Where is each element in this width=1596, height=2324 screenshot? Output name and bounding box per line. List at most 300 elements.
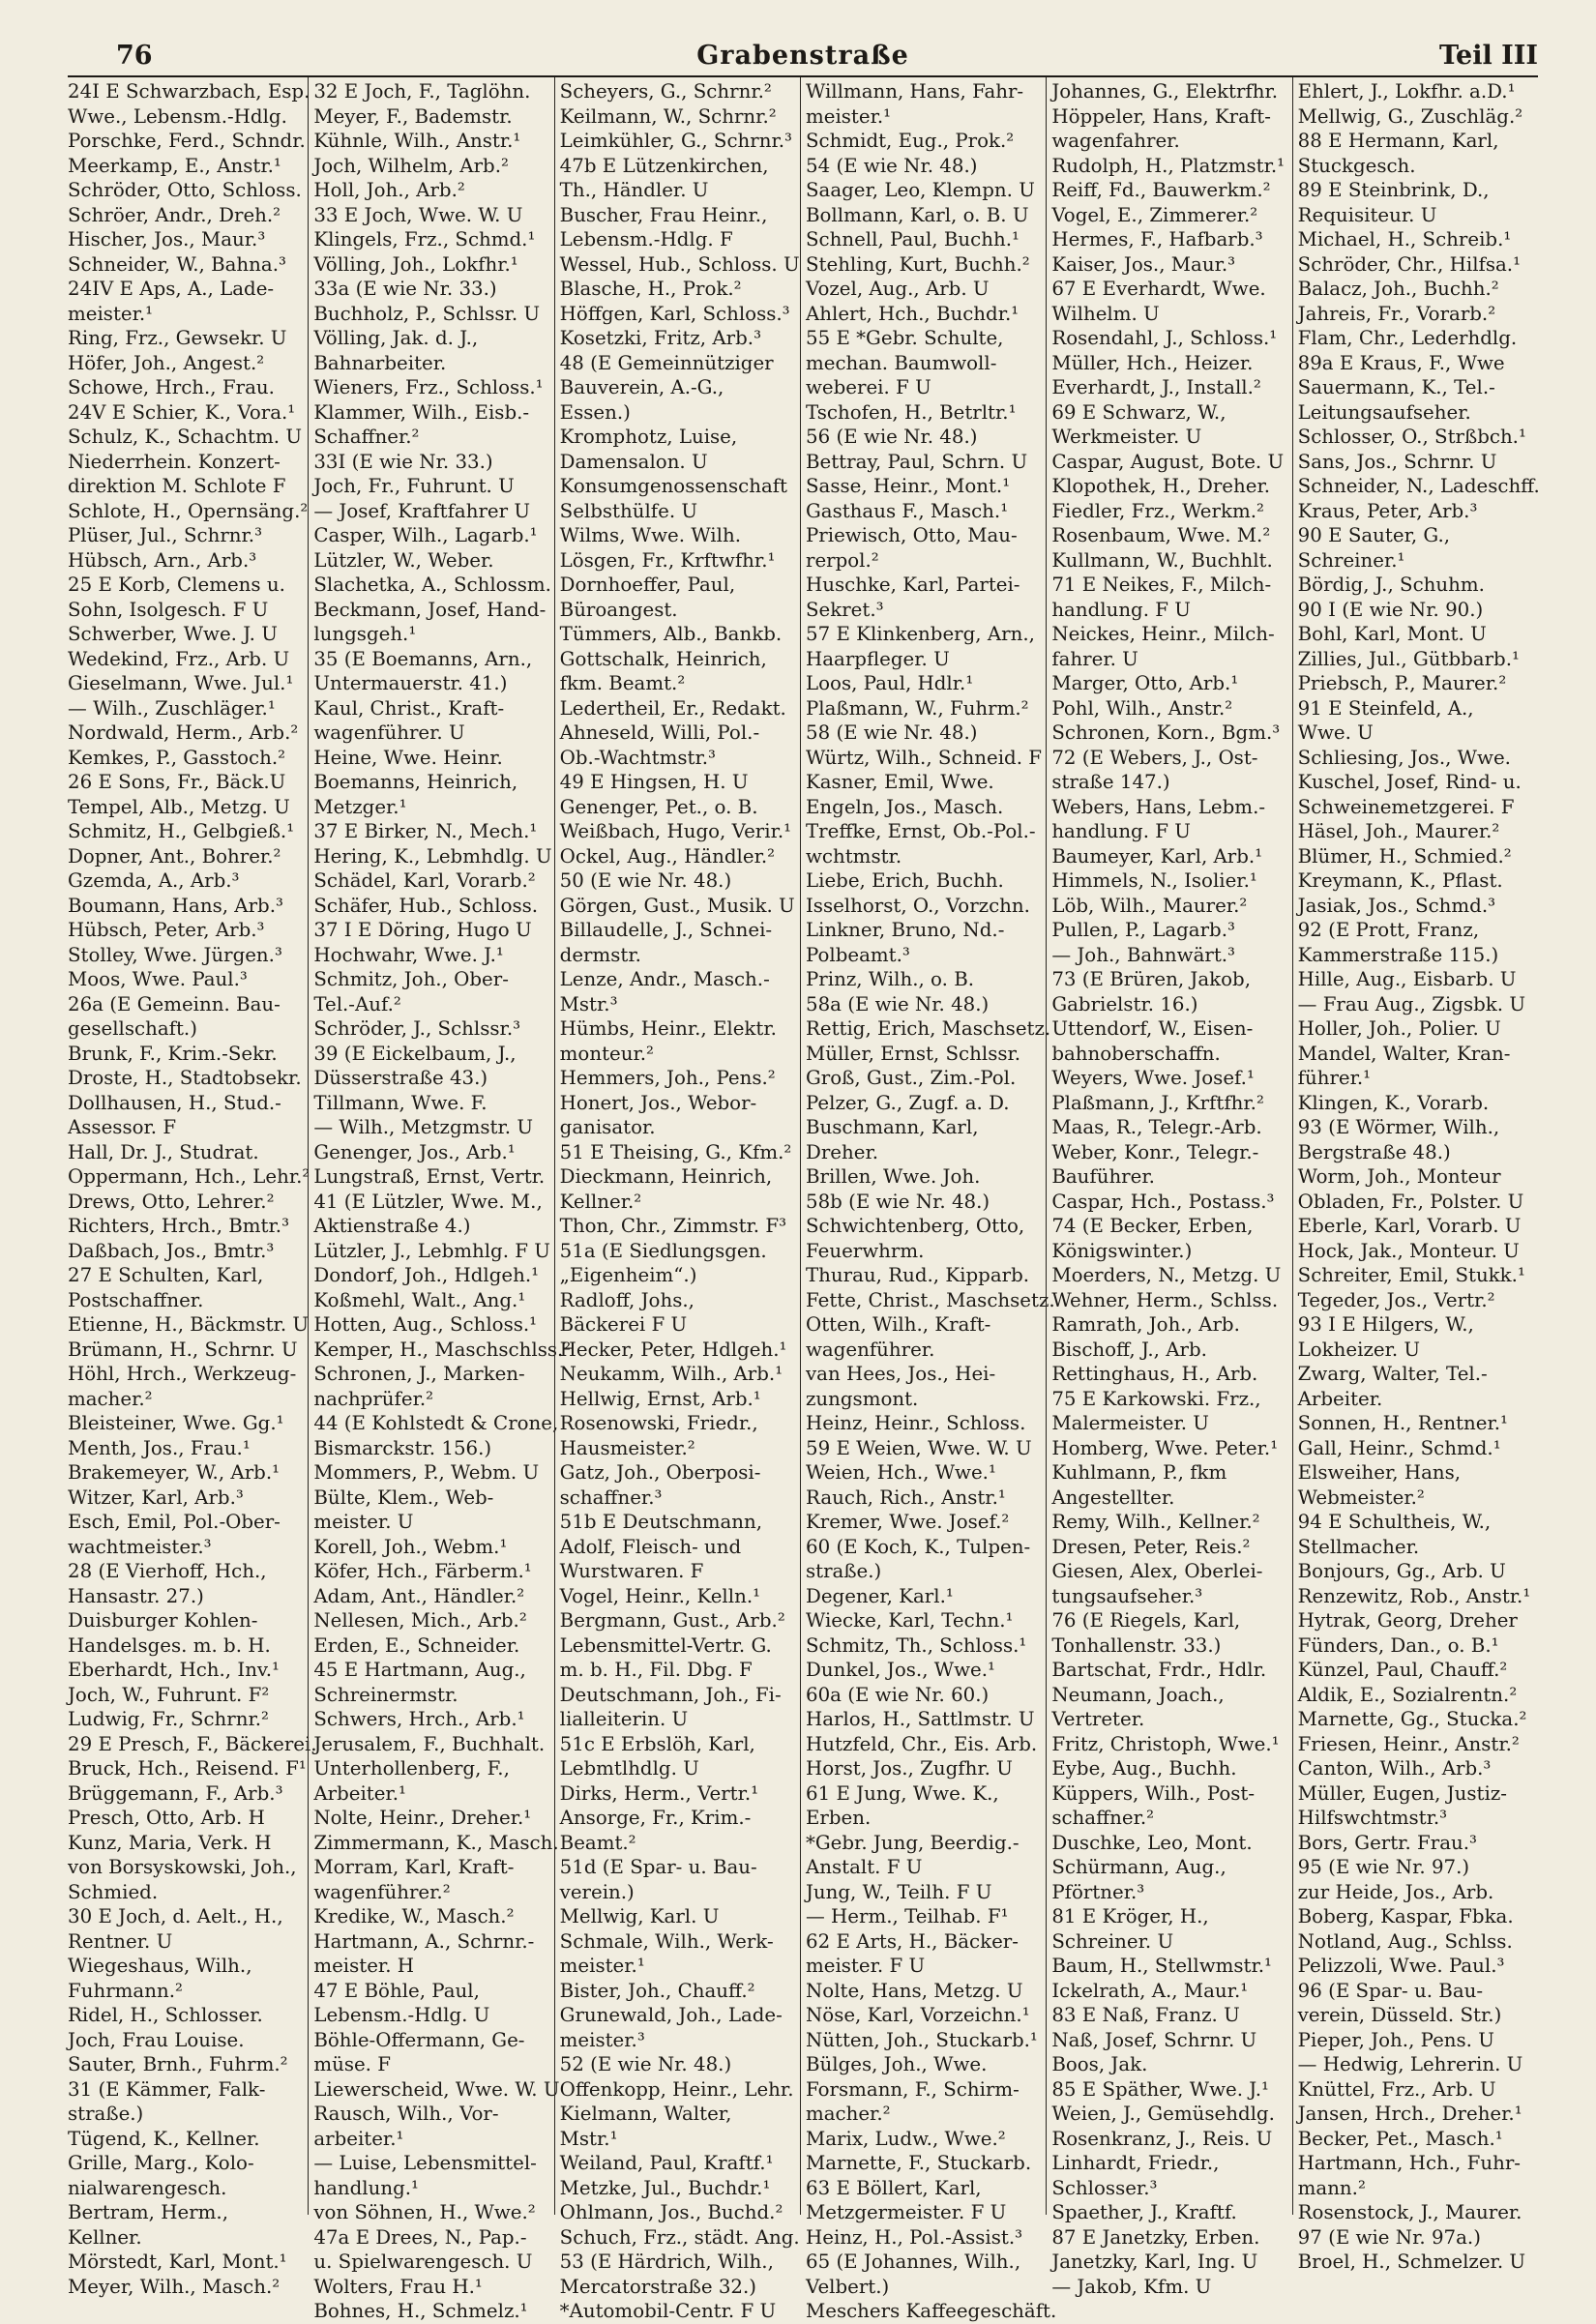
entry-line: Buschmann, Karl, bbox=[805, 1116, 979, 1138]
entry-line: Kremer, Wwe. Josef.² bbox=[805, 1511, 1010, 1533]
entry-line: Treffke, Ernst, Ob.-Pol.- bbox=[805, 820, 1036, 842]
entry-line: Johannes, G., Elektrfhr. bbox=[1051, 80, 1279, 103]
entry-line: Hytrak, Georg, Dreher bbox=[1297, 1609, 1518, 1632]
entry-line: Himmels, N., Isolier.¹ bbox=[1051, 869, 1257, 892]
entry-line: Wessel, Hub., Schloss. U bbox=[559, 252, 800, 276]
entry-line: straße.) bbox=[805, 1560, 882, 1582]
entry-line: Essen.) bbox=[559, 400, 631, 424]
entry-line: 33I (E wie Nr. 33.) bbox=[313, 450, 493, 473]
entry-line: 51d (E Spar- u. Bau- bbox=[559, 1856, 757, 1878]
entry-line: Elsweiher, Hans, bbox=[1297, 1461, 1462, 1484]
entry-line: Priewisch, Otto, Mau- bbox=[805, 524, 1018, 546]
entry-line: — Hedwig, Lehrerin. U bbox=[1297, 2053, 1523, 2075]
entry-line: Kaul, Christ., Kraft- bbox=[313, 696, 505, 720]
entry-line: Hock, Jak., Monteur. U bbox=[1297, 1239, 1520, 1262]
entry-line: Hübsch, Arn., Arb.³ bbox=[68, 548, 257, 572]
entry-line: Hischer, Jos., Maur.³ bbox=[68, 228, 266, 250]
entry-line: Joch, Wilhelm, Arb.² bbox=[313, 154, 509, 177]
entry-line: 49 E Hingsen, H. U bbox=[559, 771, 749, 793]
entry-line: Fette, Christ., Maschsetz. bbox=[805, 1288, 1055, 1311]
entry-line: Ramrath, Joh., Arb. bbox=[1051, 1313, 1240, 1336]
entry-line: Maas, R., Telegr.-Arb. bbox=[1051, 1116, 1262, 1138]
entry-line: Handelsges. m. b. H. bbox=[68, 1633, 271, 1657]
entry-line: Ridel, H., Schlosser. bbox=[68, 2004, 263, 2026]
entry-line: Höhl, Hrch., Werkzeug- bbox=[68, 1363, 297, 1385]
entry-line: Hellwig, Ernst, Arb.¹ bbox=[559, 1387, 761, 1410]
entry-line: Schädel, Karl, Vorarb.² bbox=[313, 869, 536, 892]
entry-line: 47 E Böhle, Paul, bbox=[313, 1979, 480, 2002]
entry-line: 51c E Erbslöh, Karl, bbox=[559, 1732, 755, 1755]
entry-line: Schuch, Frz., städt. Ang. bbox=[559, 2225, 800, 2249]
entry-line: Ob.-Wachtmstr.³ bbox=[559, 746, 716, 769]
entry-line: 26a (E Gemeinn. Bau- bbox=[68, 992, 281, 1015]
entry-line: Lebmtlhdlg. U bbox=[559, 1757, 699, 1780]
entry-line: wagenführer.² bbox=[313, 1880, 451, 1903]
column-2 bbox=[308, 77, 572, 2322]
entry-line: Sauermann, K., Tel.- bbox=[1297, 376, 1495, 398]
entry-line: Menth, Jos., Frau.¹ bbox=[68, 1436, 251, 1459]
entry-line: Morram, Karl, Kraft- bbox=[313, 1856, 515, 1878]
entry-line: 28 (E Vierhoff, Hch., bbox=[68, 1560, 267, 1582]
entry-line: Spaether, J., Kraftf. bbox=[1051, 2201, 1237, 2223]
entry-line: Metzger.¹ bbox=[313, 795, 407, 818]
entry-line: Bördig, J., Schuhm. bbox=[1297, 574, 1485, 596]
entry-line: Weyers, Wwe. Josef.¹ bbox=[1051, 1067, 1255, 1089]
entry-line: Höfer, Joh., Angest.² bbox=[68, 351, 265, 374]
entry-line: Boos, Jak. bbox=[1051, 2053, 1148, 2075]
entry-line: Bruck, Hch., Reisend. F¹ bbox=[68, 1757, 307, 1780]
entry-line: meister.¹ bbox=[68, 302, 154, 325]
entry-line: Sonnen, H., Rentner.¹ bbox=[1297, 1412, 1508, 1434]
entry-line: Brüggemann, F., Arb.³ bbox=[68, 1781, 283, 1805]
entry-line: Bohl, Karl, Mont. U bbox=[1297, 623, 1487, 645]
entry-line: tungsaufseher.³ bbox=[1051, 1584, 1203, 1607]
entry-line: Jahreis, Fr., Vorarb.² bbox=[1297, 302, 1496, 325]
entry-line: Untermauerstr. 41.) bbox=[313, 672, 508, 694]
entry-line: 50 (E wie Nr. 48.) bbox=[559, 869, 732, 892]
entry-line: Richters, Hrch., Bmtr.³ bbox=[68, 1215, 290, 1237]
entry-line: *Gebr. Jung, Beerdig.- bbox=[805, 1831, 1020, 1854]
entry-line: 24IV E Aps, A., Lade- bbox=[68, 278, 275, 300]
entry-line: Dondorf, Joh., Hdlgeh.¹ bbox=[313, 1264, 540, 1286]
entry-line: meister.¹ bbox=[559, 1955, 645, 1977]
entry-line: Königswinter.) bbox=[1051, 1239, 1193, 1262]
entry-line: Witzer, Karl, Arb.³ bbox=[68, 1486, 244, 1509]
entry-line: Lebensm.-Hdlg. F bbox=[559, 228, 733, 250]
entry-line: 26 E Sons, Fr., Bäck.U bbox=[68, 771, 286, 793]
entry-line: Schowe, Hrch., Frau. bbox=[68, 376, 275, 398]
entry-line: Lungstraß, Ernst, Vertr. bbox=[313, 1165, 546, 1188]
entry-line: lungsgeh.¹ bbox=[313, 623, 417, 645]
entry-line: Vogel, Heinr., Kelln.¹ bbox=[559, 1584, 761, 1607]
entry-line: Schäfer, Hub., Schloss. bbox=[313, 894, 539, 917]
entry-line: Kemper, H., Maschschlss.² bbox=[313, 1338, 572, 1361]
entry-line: Meyer, F., Bademstr. bbox=[313, 104, 513, 128]
entry-line: Sohn, Isolgesch. F U bbox=[68, 598, 269, 621]
entry-line: 59 E Weien, Wwe. W. U bbox=[805, 1436, 1032, 1459]
entry-line: Hutzfeld, Chr., Eis. Arb. bbox=[805, 1732, 1038, 1755]
entry-line: Balacz, Joh., Buchh.² bbox=[1297, 278, 1499, 300]
entry-line: Wilhelm. U bbox=[1051, 302, 1160, 325]
entry-line: Reiff, Fd., Bauwerkm.² bbox=[1051, 179, 1271, 201]
entry-line: Ahneseld, Willi, Pol.- bbox=[559, 721, 760, 744]
entry-line: handlung. F U bbox=[1051, 820, 1191, 842]
entry-line: Bleisteiner, Wwe. Gg.¹ bbox=[68, 1412, 284, 1434]
entry-line: Kullmann, W., Buchhlt. bbox=[1051, 548, 1273, 572]
entry-line: Joch, Frau Louise. bbox=[68, 2028, 245, 2051]
entry-line: Bettray, Paul, Schrn. U bbox=[805, 450, 1028, 473]
entry-line: schaffner.³ bbox=[559, 1486, 663, 1509]
entry-line: direktion M. Schlote F bbox=[68, 475, 286, 497]
entry-line: Kemkes, P., Gasstoch.² bbox=[68, 746, 286, 769]
entry-line: 29 E Presch, F., Bäckerei. bbox=[68, 1732, 317, 1755]
entry-line: Drews, Otto, Lehrer.² bbox=[68, 1190, 275, 1213]
entry-line: Gatz, Joh., Oberposi- bbox=[559, 1461, 761, 1484]
entry-line: nachprüfer.² bbox=[313, 1387, 434, 1410]
entry-line: Bohnes, H., Schmelz.¹ bbox=[313, 2300, 528, 2322]
entry-line: Neukamm, Wilh., Arb.¹ bbox=[559, 1363, 783, 1385]
entry-line: Klopothek, H., Dreher. bbox=[1051, 475, 1271, 497]
entry-line: Beamt.² bbox=[559, 1831, 636, 1854]
entry-line: Meyer, Wilh., Masch.² bbox=[68, 2275, 281, 2298]
entry-line: Adolf, Fleisch- und bbox=[559, 1535, 742, 1558]
entry-line: Ring, Frz., Gewsekr. U bbox=[68, 327, 287, 349]
entry-line: m. b. H., Fil. Dbg. F bbox=[559, 1659, 753, 1681]
entry-line: rerpol.² bbox=[805, 548, 879, 572]
entry-line: Fiedler, Frz., Werkm.² bbox=[1051, 499, 1264, 522]
entry-line: 25 E Korb, Clemens u. bbox=[68, 574, 285, 596]
entry-line: wchtmstr. bbox=[805, 844, 902, 868]
entry-line: 48 (E Gemeinnütziger bbox=[559, 351, 774, 374]
entry-line: Müller, Ernst, Schlssr. bbox=[805, 1042, 1021, 1065]
entry-line: Nellesen, Mich., Arb.² bbox=[313, 1609, 527, 1632]
entry-line: Bartschat, Frdr., Hdlr. bbox=[1051, 1659, 1267, 1681]
entry-line: Bauführer. bbox=[1051, 1165, 1155, 1188]
entry-line: Brakemeyer, W., Arb.¹ bbox=[68, 1461, 281, 1484]
entry-line: Bister, Joh., Chauff.² bbox=[559, 1979, 755, 2002]
entry-line: Schmale, Wilh., Werk- bbox=[559, 1929, 774, 1953]
entry-line: Plüser, Jul., Schrnr.³ bbox=[68, 524, 263, 546]
entry-line: Erben. bbox=[805, 1807, 872, 1829]
columns-container bbox=[68, 77, 1540, 2322]
entry-line: *Automobil-Centr. F U bbox=[559, 2300, 777, 2322]
entry-line: 83 E Naß, Franz. U bbox=[1051, 2004, 1240, 2026]
entry-line: Kunz, Maria, Verk. H bbox=[68, 1831, 272, 1854]
entry-line: Keilmann, W., Schrnr.² bbox=[559, 104, 777, 128]
entry-line: Kühnle, Wilh., Anstr.¹ bbox=[313, 130, 521, 152]
entry-line: Bahnarbeiter. bbox=[313, 351, 447, 374]
entry-line: 32 E Joch, F., Taglöhn. bbox=[313, 80, 531, 103]
entry-line: Polbeamt.³ bbox=[805, 943, 910, 966]
entry-line: 30 E Joch, d. Aelt., H., bbox=[68, 1905, 283, 1927]
entry-line: Schröer, Andr., Dreh.² bbox=[68, 203, 281, 226]
entry-line: 85 E Späther, Wwe. J.¹ bbox=[1051, 2077, 1269, 2101]
entry-line: nialwarengesch. bbox=[68, 2176, 227, 2199]
entry-line: Ehlert, J., Lokfhr. a.D.¹ bbox=[1297, 80, 1516, 103]
entry-line: Friesen, Heinr., Anstr.² bbox=[1297, 1732, 1520, 1755]
entry-line: Sauter, Brnh., Fuhrm.² bbox=[68, 2053, 288, 2075]
entry-line: Knüttel, Frz., Arb. U bbox=[1297, 2077, 1496, 2101]
entry-line: Holler, Joh., Polier. U bbox=[1297, 1017, 1501, 1040]
entry-line: Joch, W., Fuhrunt. F² bbox=[68, 1683, 270, 1706]
entry-line: fahrer. U bbox=[1051, 647, 1138, 670]
entry-line: Wedekind, Frz., Arb. U bbox=[68, 647, 290, 670]
entry-line: Jasiak, Jos., Schmd.³ bbox=[1297, 894, 1496, 917]
entry-line: Wehner, Herm., Schlss. bbox=[1051, 1288, 1279, 1311]
column-5 bbox=[1046, 77, 1291, 2298]
entry-line: Wiegeshaus, Wilh., bbox=[68, 1955, 252, 1977]
entry-line: Bischoff, J., Arb. bbox=[1051, 1338, 1207, 1361]
entry-line: Arbeiter. bbox=[1297, 1387, 1383, 1410]
entry-line: Schmitz, H., Gelbgieß.¹ bbox=[68, 820, 295, 842]
entry-line: Genenger, Jos., Arb.¹ bbox=[313, 1140, 516, 1163]
entry-line: 60a (E wie Nr. 60.) bbox=[805, 1683, 990, 1706]
part-label: Teil III bbox=[1439, 41, 1538, 71]
entry-line: Droste, H., Stadtobsekr. bbox=[68, 1067, 302, 1089]
entry-line: Harlos, H., Sattlmstr. U bbox=[805, 1708, 1035, 1730]
entry-line: 92 (E Prott, Franz, bbox=[1297, 919, 1480, 941]
entry-line: Nütten, Joh., Stuckarb.¹ bbox=[805, 2028, 1038, 2051]
entry-line: Grille, Marg., Kolo- bbox=[68, 2152, 254, 2174]
entry-line: Requisiteur. U bbox=[1297, 203, 1437, 226]
entry-line: Kraus, Peter, Arb.³ bbox=[1297, 499, 1478, 522]
entry-line: Rudolph, H., Platzmstr.¹ bbox=[1051, 154, 1286, 177]
entry-line: u. Spielwarengesch. U bbox=[313, 2250, 533, 2273]
entry-line: Hübsch, Peter, Arb.³ bbox=[68, 919, 265, 941]
entry-line: 58b (E wie Nr. 48.) bbox=[805, 1190, 990, 1213]
entry-line: Stuckgesch. bbox=[1297, 154, 1416, 177]
entry-line: Schweinemetzgerei. F bbox=[1297, 795, 1515, 818]
entry-line: Michael, H., Schreib.¹ bbox=[1297, 228, 1512, 250]
entry-line: Schreiner.¹ bbox=[1297, 548, 1405, 572]
entry-line: 51a (E Siedlungsgen. bbox=[559, 1239, 767, 1262]
entry-line: Rosenstock, J., Maurer. bbox=[1297, 2201, 1522, 2223]
entry-line: Wilms, Wwe. Wilh. bbox=[559, 524, 741, 546]
entry-line: Küppers, Wilh., Post- bbox=[1051, 1781, 1256, 1805]
entry-line: macher.² bbox=[805, 2103, 891, 2125]
entry-line: Hille, Aug., Eisbarb. U bbox=[1297, 968, 1517, 990]
entry-line: Wolters, Frau H.¹ bbox=[313, 2275, 483, 2298]
entry-line: Nolte, Heinr., Dreher.¹ bbox=[313, 1807, 532, 1829]
entry-line: Bergstraße 48.) bbox=[1297, 1140, 1451, 1163]
entry-line: Selbsthülfe. U bbox=[559, 499, 698, 522]
entry-line: Lokheizer. U bbox=[1297, 1338, 1421, 1361]
entry-line: Remy, Wilh., Kellner.² bbox=[1051, 1511, 1260, 1533]
entry-line: Liewerscheid, Wwe. W. U bbox=[313, 2077, 560, 2101]
entry-line: Everhardt, J., Install.² bbox=[1051, 376, 1261, 398]
entry-line: Liebe, Erich, Buchh. bbox=[805, 869, 1004, 892]
entry-line: Baumeyer, Karl, Arb.¹ bbox=[1051, 844, 1263, 868]
entry-line: Boumann, Hans, Arb.³ bbox=[68, 894, 283, 917]
entry-line: Nolte, Hans, Metzg. U bbox=[805, 1979, 1023, 2002]
entry-line: Schmidt, Eug., Prok.² bbox=[805, 130, 1015, 152]
entry-line: meister. U bbox=[313, 1511, 414, 1533]
entry-line: Presch, Otto, Arb. H bbox=[68, 1807, 265, 1829]
entry-line: Dornhoeffer, Paul, bbox=[559, 574, 736, 596]
entry-line: Leitungsaufseher. bbox=[1297, 400, 1471, 424]
entry-line: Horst, Jos., Zugfhr. U bbox=[805, 1757, 1013, 1780]
entry-line: Duschke, Leo, Mont. bbox=[1051, 1831, 1253, 1854]
entry-line: Bülte, Klem., Web- bbox=[313, 1486, 494, 1509]
entry-line: Meerkamp, E., Anstr.¹ bbox=[68, 154, 281, 177]
entry-line: Pelzer, G., Zugf. a. D. bbox=[805, 1091, 1010, 1114]
entry-line: Priebsch, P., Maurer.² bbox=[1297, 672, 1507, 694]
entry-line: Ansorge, Fr., Krim.- bbox=[559, 1807, 752, 1829]
entry-line: Bors, Gertr. Frau.³ bbox=[1297, 1831, 1477, 1854]
entry-line: Schröder, J., Schlssr.³ bbox=[313, 1017, 521, 1040]
entry-line: 47b E Lützenkirchen, bbox=[559, 154, 769, 177]
entry-line: Thon, Chr., Zimmstr. F³ bbox=[559, 1215, 787, 1237]
entry-line: Schwerber, Wwe. J. U bbox=[68, 623, 278, 645]
entry-line: Mstr.³ bbox=[559, 992, 618, 1015]
street-title: Grabenstraße bbox=[696, 41, 909, 71]
entry-line: Bülges, Joh., Wwe. bbox=[805, 2053, 988, 2075]
entry-line: Marnette, Gg., Stucka.² bbox=[1297, 1708, 1527, 1730]
entry-line: Leimkühler, G., Schrnr.³ bbox=[559, 130, 792, 152]
entry-line: Brümann, H., Schrnr. U bbox=[68, 1338, 298, 1361]
entry-line: Weien, Hch., Wwe.¹ bbox=[805, 1461, 996, 1484]
entry-line: Löb, Wilh., Maurer.² bbox=[1051, 894, 1248, 917]
entry-line: Velbert.) bbox=[805, 2275, 890, 2298]
column-4 bbox=[800, 77, 1057, 2322]
entry-line: Hilfswchtmstr.³ bbox=[1297, 1807, 1448, 1829]
entry-line: „Eigenheim“.) bbox=[559, 1264, 697, 1286]
entry-line: Ludwig, Fr., Schrnr.² bbox=[68, 1708, 269, 1730]
entry-line: 33 E Joch, Wwe. W. U bbox=[313, 203, 523, 226]
entry-line: Boemanns, Heinrich, bbox=[313, 771, 518, 793]
entry-line: Sasse, Heinr., Mont.¹ bbox=[805, 475, 1011, 497]
entry-line: Rosendahl, J., Schloss.¹ bbox=[1051, 327, 1278, 349]
entry-line: Köfer, Hch., Färberm.¹ bbox=[313, 1560, 532, 1582]
entry-line: meister.¹ bbox=[805, 104, 892, 128]
entry-line: Schürmann, Aug., bbox=[1051, 1856, 1227, 1878]
entry-line: führer.¹ bbox=[1297, 1067, 1372, 1089]
entry-line: Prinz, Wilh., o. B. bbox=[805, 968, 975, 990]
entry-line: straße 147.) bbox=[1051, 771, 1170, 793]
entry-line: Obladen, Fr., Polster. U bbox=[1297, 1190, 1524, 1213]
entry-line: Slachetka, A., Schlossm. bbox=[313, 574, 551, 596]
entry-line: zungsmont. bbox=[805, 1387, 919, 1410]
entry-line: Bertram, Herm., bbox=[68, 2201, 228, 2223]
entry-line: Plaßmann, J., Krftfhr.² bbox=[1051, 1091, 1264, 1114]
entry-line: dermstr. bbox=[559, 943, 641, 966]
entry-line: wagenführer. U bbox=[313, 721, 465, 744]
entry-line: Schmied. bbox=[68, 1880, 159, 1903]
entry-line: Gieselmann, Wwe. Jul.¹ bbox=[68, 672, 294, 694]
entry-line: Gottschalk, Heinrich, bbox=[559, 647, 767, 670]
entry-line: Webmeister.² bbox=[1297, 1486, 1425, 1509]
entry-line: Schlosser, O., Strßbch.¹ bbox=[1297, 426, 1526, 448]
entry-line: Engeln, Jos., Masch. bbox=[805, 795, 1004, 818]
entry-line: Buchholz, P., Schlssr. U bbox=[313, 302, 541, 325]
entry-line: Aktienstraße 4.) bbox=[313, 1215, 471, 1237]
entry-line: Degener, Karl.¹ bbox=[805, 1584, 954, 1607]
entry-line: Neickes, Heinr., Milch- bbox=[1051, 623, 1275, 645]
entry-line: Hall, Dr. J., Studrat. bbox=[68, 1140, 259, 1163]
entry-line: Billaudelle, J., Schnei- bbox=[559, 919, 773, 941]
entry-line: Thurau, Rud., Kipparb. bbox=[805, 1264, 1030, 1286]
entry-line: Weber, Konr., Telegr.- bbox=[1051, 1140, 1259, 1163]
entry-line: Dunkel, Jos., Wwe.¹ bbox=[805, 1659, 995, 1681]
entry-line: — Wilh., Zuschläger.¹ bbox=[68, 696, 276, 720]
entry-line: Kreymann, K., Pflast. bbox=[1297, 869, 1503, 892]
entry-line: 90 I (E wie Nr. 90.) bbox=[1297, 598, 1484, 621]
entry-line: Naß, Josef, Schrnr. U bbox=[1051, 2028, 1257, 2051]
entry-line: Damensalon. U bbox=[559, 450, 708, 473]
entry-line: 67 E Everhardt, Wwe. bbox=[1051, 278, 1266, 300]
entry-line: Nöse, Karl, Vorzeichn.¹ bbox=[805, 2004, 1030, 2026]
entry-line: Baum, H., Stellwmstr.¹ bbox=[1051, 1955, 1272, 1977]
entry-line: 95 (E wie Nr. 97.) bbox=[1297, 1856, 1470, 1878]
entry-line: Düsserstraße 43.) bbox=[313, 1067, 488, 1089]
entry-line: Metzgermeister. F U bbox=[805, 2201, 1007, 2223]
entry-line: Wwe. U bbox=[1297, 721, 1374, 744]
entry-line: Groß, Gust., Zim.-Pol. bbox=[805, 1067, 1017, 1089]
entry-line: mechan. Baumwoll- bbox=[805, 351, 997, 374]
entry-line: Klingels, Frz., Schmd.¹ bbox=[313, 228, 536, 250]
entry-line: ganisator. bbox=[559, 1116, 656, 1138]
entry-line: Hotten, Aug., Schloss.¹ bbox=[313, 1313, 538, 1336]
entry-line: Blümer, H., Schmied.² bbox=[1297, 844, 1512, 868]
entry-line: Wwe., Lebensm.-Hdlg. bbox=[68, 104, 287, 128]
entry-line: 39 (E Eickelbaum, J., bbox=[313, 1042, 517, 1065]
entry-line: Moerders, N., Metzg. U bbox=[1051, 1264, 1282, 1286]
entry-line: Schmitz, Joh., Ober- bbox=[313, 968, 509, 990]
entry-line: Würtz, Wilh., Schneid. F bbox=[805, 746, 1043, 769]
entry-line: Schreinermstr. bbox=[313, 1683, 458, 1706]
entry-line: wagenführer. bbox=[805, 1338, 935, 1361]
entry-line: 90 E Sauter, G., bbox=[1297, 524, 1451, 546]
entry-line: 93 (E Wörmer, Wilh., bbox=[1297, 1116, 1500, 1138]
entry-line: Schronen, J., Marken- bbox=[313, 1363, 525, 1385]
entry-line: Mstr.¹ bbox=[559, 2127, 618, 2150]
entry-line: Mandel, Walter, Kran- bbox=[1297, 1042, 1511, 1065]
entry-line: Tempel, Alb., Metzg. U bbox=[68, 795, 290, 818]
entry-line: 44 (E Kohlstedt & Crone, bbox=[313, 1412, 559, 1434]
entry-line: wachtmeister.³ bbox=[68, 1535, 212, 1558]
entry-line: Heine, Wwe. Heinr. bbox=[313, 746, 503, 769]
entry-line: Porschke, Ferd., Schndr. bbox=[68, 130, 306, 152]
entry-line: Meschers Kaffeegeschäft. bbox=[805, 2300, 1057, 2322]
entry-line: van Hees, Jos., Hei- bbox=[805, 1363, 996, 1385]
entry-line: 45 E Hartmann, Aug., bbox=[313, 1659, 526, 1681]
entry-line: Pieper, Joh., Pens. U bbox=[1297, 2028, 1494, 2051]
entry-line: 41 (E Lützler, Wwe. M., bbox=[313, 1190, 543, 1213]
entry-line: Kellner.² bbox=[559, 1190, 642, 1213]
entry-line: verein, Düsseld. Str.) bbox=[1297, 2004, 1502, 2026]
entry-line: Bauverein, A.-G., bbox=[559, 376, 724, 398]
entry-line: Kellner. bbox=[68, 2225, 142, 2249]
entry-line: 58 (E wie Nr. 48.) bbox=[805, 721, 978, 744]
entry-line: Duisburger Kohlen- bbox=[68, 1609, 258, 1632]
entry-line: Mellwig, G., Zuschläg.² bbox=[1297, 104, 1523, 128]
entry-line: Moos, Wwe. Paul.³ bbox=[68, 968, 248, 990]
entry-line: Janetzky, Karl, Ing. U bbox=[1051, 2250, 1258, 2273]
entry-line: Vertreter. bbox=[1051, 1708, 1145, 1730]
entry-line: Eybe, Aug., Buchh. bbox=[1051, 1757, 1237, 1780]
entry-line: meister.³ bbox=[559, 2028, 645, 2051]
entry-line: Hansastr. 27.) bbox=[68, 1584, 204, 1607]
entry-line: Böhle-Offermann, Ge- bbox=[313, 2028, 525, 2051]
entry-line: Caspar, Hch., Postass.³ bbox=[1051, 1190, 1275, 1213]
entry-line: Tonhallenstr. 33.) bbox=[1051, 1633, 1222, 1657]
entry-line: Stehling, Kurt, Buchh.² bbox=[805, 252, 1030, 276]
entry-line: Rosenowski, Friedr., bbox=[559, 1412, 758, 1434]
entry-line: Werkmeister. U bbox=[1051, 426, 1202, 448]
entry-line: Weißbach, Hugo, Verir.¹ bbox=[559, 820, 792, 842]
entry-line: — Frau Aug., Zigsbk. U bbox=[1297, 992, 1526, 1015]
entry-line: 75 E Karkowski. Frz., bbox=[1051, 1387, 1261, 1410]
